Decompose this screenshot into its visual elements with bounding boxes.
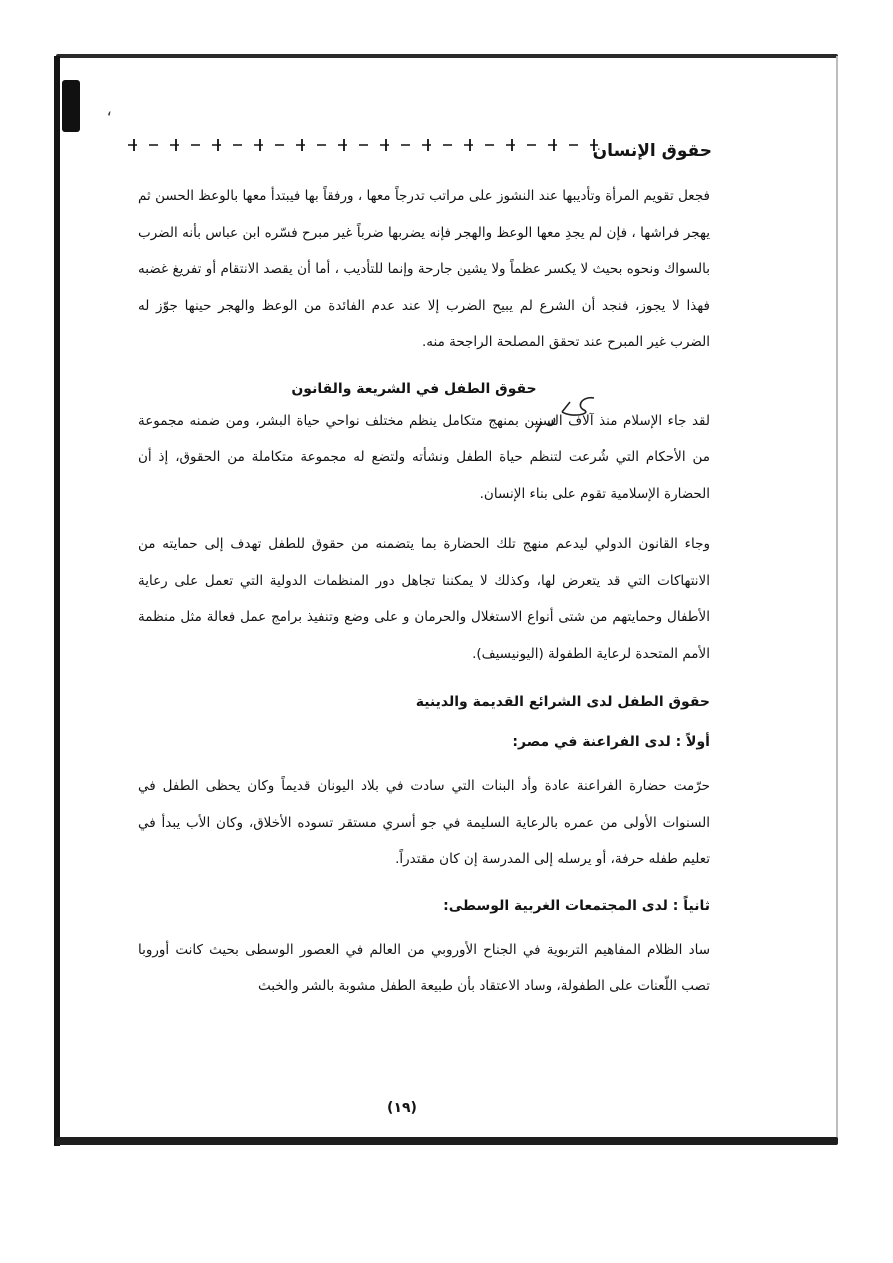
page-content <box>138 178 710 1005</box>
paragraph-middle-ages: ساد الظلام المفاهيم التربوية في الجناح الأوروبي من العالم في العصور الوسطى بحيث كانت أوروبا تصب اللّعنات على الطفولة، وساد الاعتقاد بأن طبيعة الطفل مشوبة بالشر والخبث <box>138 941 710 994</box>
section-heading-ancient-laws: حقوق الطفل لدى الشرائع القديمة والدينية <box>415 694 710 710</box>
scan-mark: ‘ <box>106 108 112 127</box>
paragraph-pharaohs: حرّمت حضارة الفراعنة عادة وأد البنات التي سادت في بلاد اليونان قديماً وكان يحظى الطفل في السنوات الأولى من عمره بالرعاية السليمة في جو أسري مستقر تسوده الأخلاق، وكان الأب يبدأ في تعليم طفله حرفة، أو يرسله إلى المدرسة إن كان مقتدراً. <box>138 778 710 867</box>
scan-frame-left <box>54 56 60 1146</box>
running-header <box>128 136 712 166</box>
subheading-western-societies: ثانياً : لدى المجتمعات الغربية الوسطى: <box>443 897 710 914</box>
running-header-title: حقوق الإنسان <box>592 141 712 161</box>
paragraph-international-law: وجاء القانون الدولي ليدعم منهج تلك الحضارة بما يتضمنه من حقوق للطفل تهدف إلى حمايته من الانتهاكات التي قد يتعرض لها، وكذلك لا يمكننا تجاهل دور المنظمات الدولية التي تعمل على رعاية الأطفال وحمايتهم من شتى أنواع الاستغلال والحرمان و على وضع وتنفيذ برامج عمل فعالة مثل منظمة الأمم المتحدة لرعاية الطفولة (اليونيسيف). <box>138 536 710 662</box>
page-number: (١٩) <box>387 1100 417 1116</box>
scan-frame-top <box>56 54 838 58</box>
subheading-pharaohs: أولاً : لدى الفراعنة في مصر: <box>512 734 710 750</box>
paragraph-islam-child-rights: لقد جاء الإسلام منذ آلاف السنين بمنهج متكامل ينظم مختلف نواحي حياة البشر، ومن ضمنه مجموعة من الأحكام التي شُرعت لتنظم حياة الطفل ونشأته ولتضع له مجموعة متكاملة من الحقوق، إذ أن الحضارة الإسلامية تقوم على بناء الإنسان. <box>138 412 710 502</box>
scan-frame-right <box>836 56 838 1144</box>
scan-frame-bottom <box>56 1137 838 1145</box>
paragraph-wife-discipline: فجعل تقويم المرأة وتأديبها عند النشوز على مراتب تدرجاً معها ، ورفقاً بها فيبتدأ معها بالوعظ الحسن ثم يهجر فراشها ، فإن لم يجدِ معها الوعظ والهجر فإنه يضربها ضرباً غير مبرح فسّره ابن عباس بأنه الضرب بالسواك ونحوه بحيث لا يكسر عظماً ولا يشين جارحة وإنما للتأديب ، أما أن يقصد الانتقام أو تفريغ غضبه فهذا لا يجوز، فنجد أن الشرع لم يبيح الضرب إلا عند عدم الفائدة من الوعظ والهجر حينها جوّز له الضرب غير المبرح عند تحقق المصلحة الراجحة منه. <box>138 188 710 350</box>
section-heading-child-rights: حقوق الطفل في الشريعة والقانون <box>291 380 537 397</box>
decorative-dash-rule <box>128 136 598 166</box>
scan-ink-blot <box>62 80 80 132</box>
